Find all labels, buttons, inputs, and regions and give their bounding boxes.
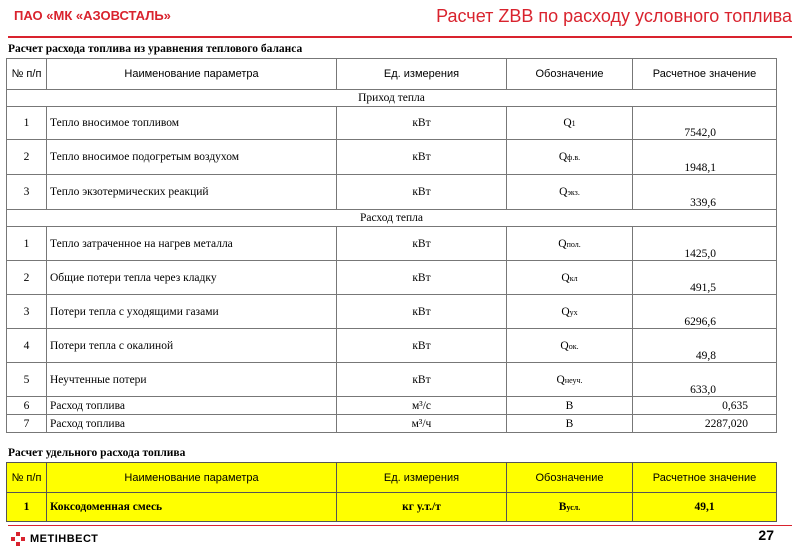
symbol: Qкл [507,261,633,295]
value: 633,0 [633,363,777,397]
table-row [7,261,777,295]
col-header: Расчетное значение [633,59,777,90]
param-name: Неучтенные потери [47,363,337,397]
page-title: Расчет ZBB по расходу условного топлива [436,6,792,26]
page-number: 27 [758,527,774,543]
logo-text: МЕТІНВЕСТ [30,533,99,545]
row-number: 7 [7,415,47,433]
symbol: B [507,397,633,415]
company-logo [10,531,98,547]
param-name: Тепло затраченное на нагрев металла [47,227,337,261]
group-label: Расход тепла [7,210,777,227]
param-name: Коксодоменная смесь [47,493,337,522]
symbol: Qух [507,295,633,329]
table-row [7,493,777,522]
unit: кВт [337,175,507,210]
symbol: Bусл. [507,493,633,522]
unit: м³/ч [337,415,507,433]
col-header: Наименование параметра [47,59,337,90]
col-header: Расчетное значение [633,463,777,493]
symbol: Qэкз. [507,175,633,210]
unit: кВт [337,363,507,397]
param-name: Тепло вносимое подогретым воздухом [47,140,337,175]
param-name: Расход топлива [47,415,337,433]
symbol: B [507,415,633,433]
symbol: Qф.в. [507,140,633,175]
heat-balance-table [6,58,777,433]
value: 49,8 [633,329,777,363]
unit: кВт [337,329,507,363]
param-name: Тепло экзотермических реакций [47,175,337,210]
row-number: 2 [7,261,47,295]
table-header-row [7,59,777,90]
value: 491,5 [633,261,777,295]
col-header: № п/п [7,463,47,493]
col-header: Обозначение [507,463,633,493]
value: 49,1 [633,493,777,522]
value: 2287,020 [633,415,777,433]
value: 1425,0 [633,227,777,261]
table-row [7,415,777,433]
col-header: Ед. измерения [337,463,507,493]
col-header: Ед. измерения [337,59,507,90]
value: 0,635 [633,397,777,415]
row-number: 3 [7,175,47,210]
param-name: Потери тепла с окалиной [47,329,337,363]
row-number: 5 [7,363,47,397]
table-row [7,329,777,363]
value: 7542,0 [633,107,777,140]
company-name: ПАО «МК «АЗОВСТАЛЬ» [14,8,171,23]
col-header: Обозначение [507,59,633,90]
row-number: 3 [7,295,47,329]
row-number: 6 [7,397,47,415]
table-row [7,363,777,397]
row-number: 1 [7,107,47,140]
table-header-row [7,463,777,493]
row-number: 2 [7,140,47,175]
section1-title: Расчет расхода топлива из уравнения теплового баланса [8,43,303,55]
value: 6296,6 [633,295,777,329]
param-name: Потери тепла с уходящими газами [47,295,337,329]
table-row [7,140,777,175]
value: 339,6 [633,175,777,210]
row-number: 1 [7,493,47,522]
table-row [7,295,777,329]
specific-consumption-table [6,462,777,522]
col-header: № п/п [7,59,47,90]
unit: кВт [337,295,507,329]
param-name: Тепло вносимое топливом [47,107,337,140]
group-label: Приход тепла [7,90,777,107]
param-name: Расход топлива [47,397,337,415]
param-name: Общие потери тепла через кладку [47,261,337,295]
group-row-heat-in [7,90,777,107]
unit: кВт [337,107,507,140]
row-number: 1 [7,227,47,261]
unit: кг у.т./т [337,493,507,522]
table-row [7,107,777,140]
table-row [7,227,777,261]
header-divider [8,36,792,38]
metinvest-logo-icon [10,531,26,547]
row-number: 4 [7,329,47,363]
unit: кВт [337,227,507,261]
value: 1948,1 [633,140,777,175]
unit: кВт [337,140,507,175]
table-row [7,175,777,210]
symbol: Q1 [507,107,633,140]
col-header: Наименование параметра [47,463,337,493]
table-row [7,397,777,415]
symbol: Qнеуч. [507,363,633,397]
symbol: Qок. [507,329,633,363]
unit: м³/с [337,397,507,415]
section2-title: Расчет удельного расхода топлива [8,447,186,459]
symbol: Qпол. [507,227,633,261]
unit: кВт [337,261,507,295]
group-row-heat-out [7,210,777,227]
footer-divider [8,525,792,526]
